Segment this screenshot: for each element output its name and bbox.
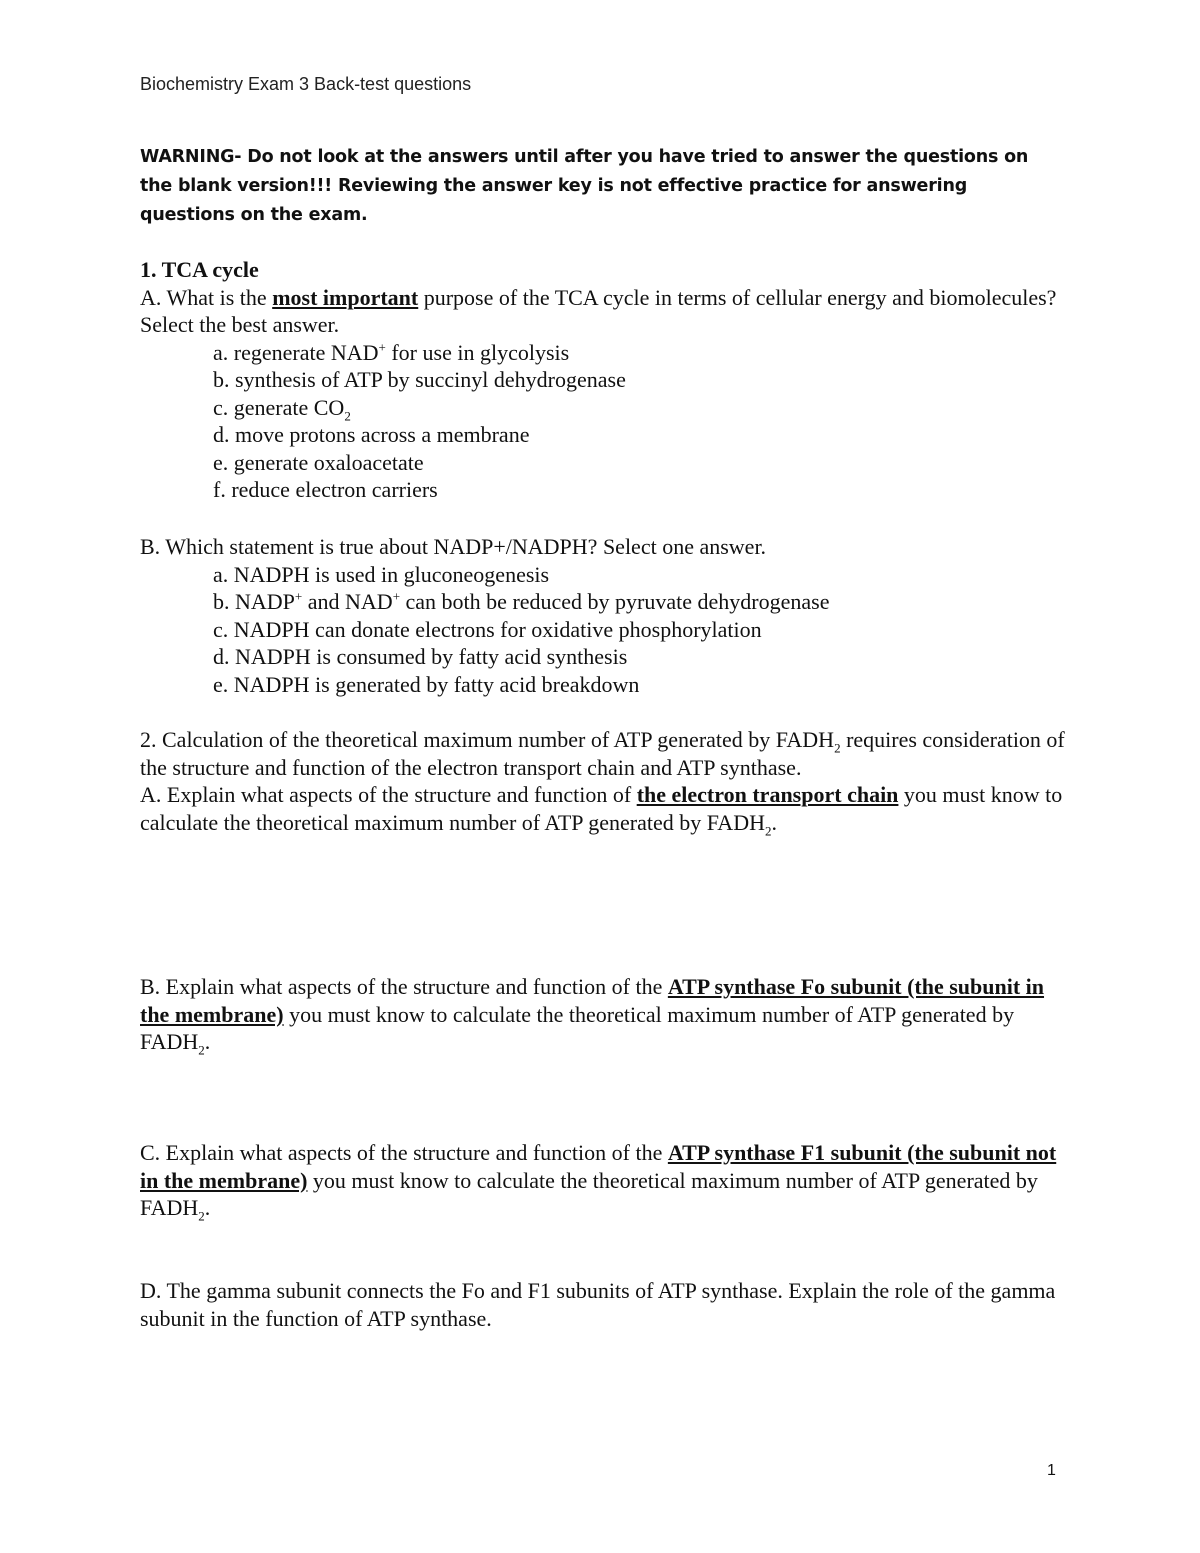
question-1-title: 1. TCA cycle <box>140 257 259 282</box>
emphasis: the electron transport chain <box>636 782 899 807</box>
question-2a: A. Explain what aspects of the structure and function of the electron transport chain you must know to calculate the theoretical maximum number of ATP generated by $FADH_2$. <box>140 782 1063 838</box>
option-1a-b: b. synthesis of ATP by succinyl dehydrogenase <box>213 367 626 392</box>
page-header: Biochemistry Exam 3 Back-test questions <box>140 74 472 94</box>
option-1a-c: c. generate $CO_2$ <box>213 394 351 423</box>
emphasis: most important <box>272 284 419 310</box>
option-1b-e: e. NADPH is generated by fatty acid breakdown <box>213 671 640 697</box>
question-1b-stem: B. Which statement is true about NADP+/NADPH? Select one answer. <box>140 534 767 559</box>
question-1b <box>140 533 1070 698</box>
question-2c: C. Explain what aspects of the structure and function of the ATP synthase F1 subunit (the subunit not in the membrane) you must know to calculate the theoretical maximum number of ATP generated by $FADH_2$. <box>140 1140 1057 1224</box>
option-1a-a: a. regenerate NAD+ for use in glycolysis <box>213 339 570 365</box>
option-1b-d: d. NADPH is consumed by fatty acid synthesis <box>213 644 628 669</box>
option-1a-d: d. move protons across a membrane <box>213 422 530 447</box>
emphasis: ATP synthase F1 subunit (the subunit not in the membrane) <box>140 1140 1057 1193</box>
question-1a-stem: A. What is the most important purpose of the TCA cycle in terms of cellular energy and biomolecules? Select the best answer. <box>140 284 1057 337</box>
page-number: 1 <box>1047 1462 1056 1479</box>
question-2-stem: 2. Calculation of the theoretical maximum number of ATP generated by $FADH_2$ requires consideration of the structure and function of the electron transport chain and ATP synthase. <box>140 727 1065 780</box>
option-1b-c: c. NADPH can donate electrons for oxidative phosphorylation <box>213 616 762 642</box>
emphasis: ATP synthase Fo subunit (the subunit in the membrane) <box>140 974 1045 1027</box>
option-1b-b: b. NADP+ and NAD+ can both be reduced by pyruvate dehydrogenase <box>213 588 830 614</box>
question-2d: D. The gamma subunit connects the Fo and F1 subunits of ATP synthase. Explain the role of the gamma subunit in the function of ATP synthase. <box>140 1278 1056 1331</box>
question-1 <box>140 256 1070 504</box>
question-2b: B. Explain what aspects of the structure and function of the ATP synthase Fo subunit (the subunit in the membrane) you must know to calculate the theoretical maximum number of ATP generated by $FADH_2$. <box>140 974 1045 1058</box>
warning-text: WARNING- Do not look at the answers until after you have tried to answer the questions on the blank version!!! Reviewing the answer key is not effective practice for answering questions on the exam. <box>140 147 1029 225</box>
option-1a-f: f. reduce electron carriers <box>213 477 438 502</box>
option-1a-e: e. generate oxaloacetate <box>213 449 424 475</box>
question-2 <box>140 726 1070 836</box>
option-1b-a: a. NADPH is used in gluconeogenesis <box>213 561 550 587</box>
